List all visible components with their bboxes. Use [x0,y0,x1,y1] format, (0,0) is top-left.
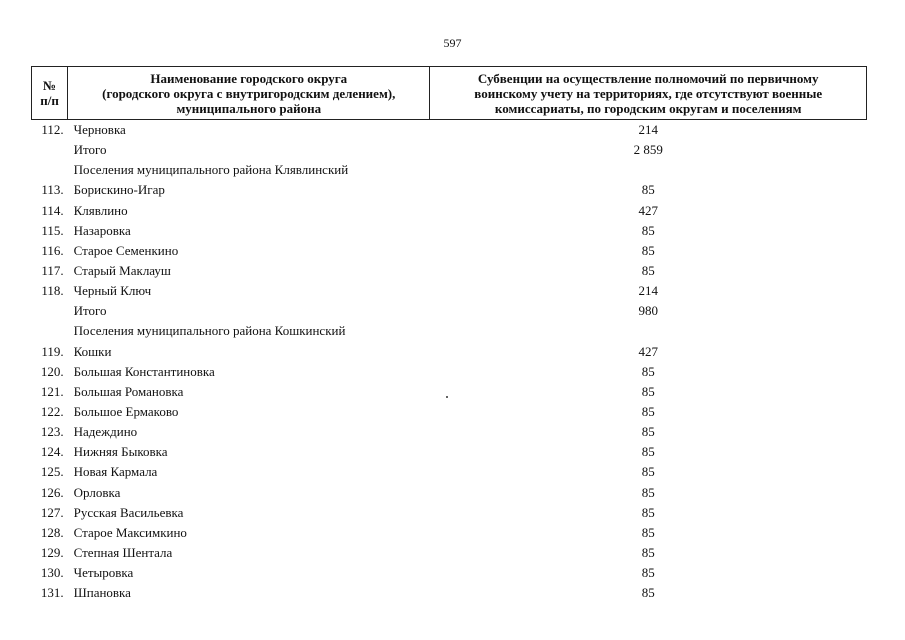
row-name: Черный Ключ [73,283,152,299]
row-name: Клявлино [73,202,128,218]
table-row [32,321,867,341]
row-number: 125. [40,464,64,480]
row-name: Большая Константиновка [73,363,215,379]
row-number [32,140,68,160]
row-subsidy-value: 85 [641,222,655,238]
header-name-line: Наименование городского округа [150,70,348,86]
row-subsidy-value: 427 [638,343,658,359]
row-name: Старый Маклауш [73,263,171,279]
row-subsidy-value [430,321,867,341]
row-name: Старое Максимкино [73,524,187,540]
table-row [32,543,867,563]
row-subsidy-value: 85 [641,545,655,561]
row-number: 126. [40,484,64,500]
table-row [32,503,867,523]
row-number: 123. [40,424,64,440]
table-row [32,342,867,362]
table-row [32,583,867,603]
row-name: Итого [73,303,107,319]
table-row [32,261,867,281]
row-number: 116. [41,242,64,258]
header-subsidy-line: Субвенции на осуществление полномочий по первичному [477,70,819,86]
header-subsidy-column [430,67,867,120]
row-subsidy-value: 85 [641,444,655,460]
row-subsidy-value: 427 [638,202,658,218]
page-number: 597 [443,36,462,50]
row-name: Шпановка [73,585,131,601]
table-row [32,483,867,503]
row-subsidy-value: 85 [641,383,655,399]
table-row [32,221,867,241]
header-number-line: № [43,78,57,93]
row-name: Нижняя Быковка [73,444,168,460]
row-name: Новая Кармала [73,464,158,480]
table-header [32,67,867,120]
table-row [32,281,867,301]
row-subsidy-value: 85 [641,263,655,279]
table-row [32,301,867,321]
row-name: Черновка [73,122,126,138]
row-name: Четыровка [73,565,134,581]
row-number: 118. [41,283,64,299]
row-subsidy-value: 85 [641,585,655,601]
row-subsidy-value: 85 [641,484,655,500]
row-subsidy-value: 85 [641,464,655,480]
subsidy-table [31,66,867,603]
header-name-column [68,67,430,120]
table-row [32,563,867,583]
row-number: 127. [40,504,64,520]
table-row [32,362,867,382]
row-number [32,160,68,180]
row-number: 119. [41,343,64,359]
table-row [32,160,867,180]
row-subsidy-value: 214 [638,283,658,299]
table-body [32,120,867,604]
header-name-line: муниципального района [176,100,322,116]
table-row [32,442,867,462]
row-subsidy-value: 85 [641,242,655,258]
header-name-line: (городского округа с внутригородским делением), [102,85,396,101]
row-name: Большая Романовка [73,383,184,399]
row-name: Итого [73,142,107,158]
table-row [32,462,867,482]
row-name: Борискино-Игар [73,182,165,198]
row-number: 113. [41,182,64,198]
row-number: 122. [40,404,64,420]
table-row [32,382,867,402]
row-number [32,321,68,341]
row-subsidy-value: 85 [641,504,655,520]
row-name: Большое Ермаково [73,404,179,420]
row-name: Орловка [73,484,121,500]
header-number-column [32,67,68,120]
row-name: Надеждино [73,424,138,440]
row-number: 124. [40,444,64,460]
table-row [32,422,867,442]
row-name: Степная Шентала [73,545,173,561]
header-number-line: п/п [40,93,59,108]
row-number: 117. [41,263,64,279]
table-row [32,201,867,221]
table-row [32,523,867,543]
row-number: 120. [40,363,64,379]
header-row [32,67,867,120]
row-subsidy-value: 85 [641,182,655,198]
table-row [32,140,867,160]
row-subsidy-value: 85 [641,424,655,440]
row-subsidy-value: 85 [641,363,655,379]
row-number [32,301,68,321]
row-subsidy-value: 2 859 [633,142,663,158]
row-subsidy-value: 85 [641,404,655,420]
table-row [32,180,867,200]
row-number: 112. [41,122,64,138]
row-subsidy-value: 85 [641,524,655,540]
table-row [32,241,867,261]
header-subsidy-line: комиссариаты, по городским округам и поселениям [494,100,802,116]
row-number: 131. [40,585,64,601]
row-number: 115. [41,222,64,238]
row-subsidy-value: 980 [638,303,658,319]
scan-speck [446,396,448,398]
row-name: Кошки [73,343,112,359]
row-name: Поселения муниципального района Кошкинский [73,323,346,339]
row-name: Русская Васильевка [73,504,184,520]
row-number: 121. [40,383,64,399]
row-name: Назаровка [73,222,131,238]
row-number: 129. [40,545,64,561]
row-name: Старое Семенкино [73,242,179,258]
row-name: Поселения муниципального района Клявлинский [73,162,349,178]
row-number: 128. [40,524,64,540]
row-subsidy-value [430,160,867,180]
table-row [32,120,867,141]
header-subsidy-line: воинскому учету на территориях, где отсутствуют военные [474,85,823,101]
row-subsidy-value: 85 [641,565,655,581]
row-subsidy-value: 214 [638,122,658,138]
row-number: 114. [41,202,64,218]
row-number: 130. [40,565,64,581]
table-row [32,402,867,422]
